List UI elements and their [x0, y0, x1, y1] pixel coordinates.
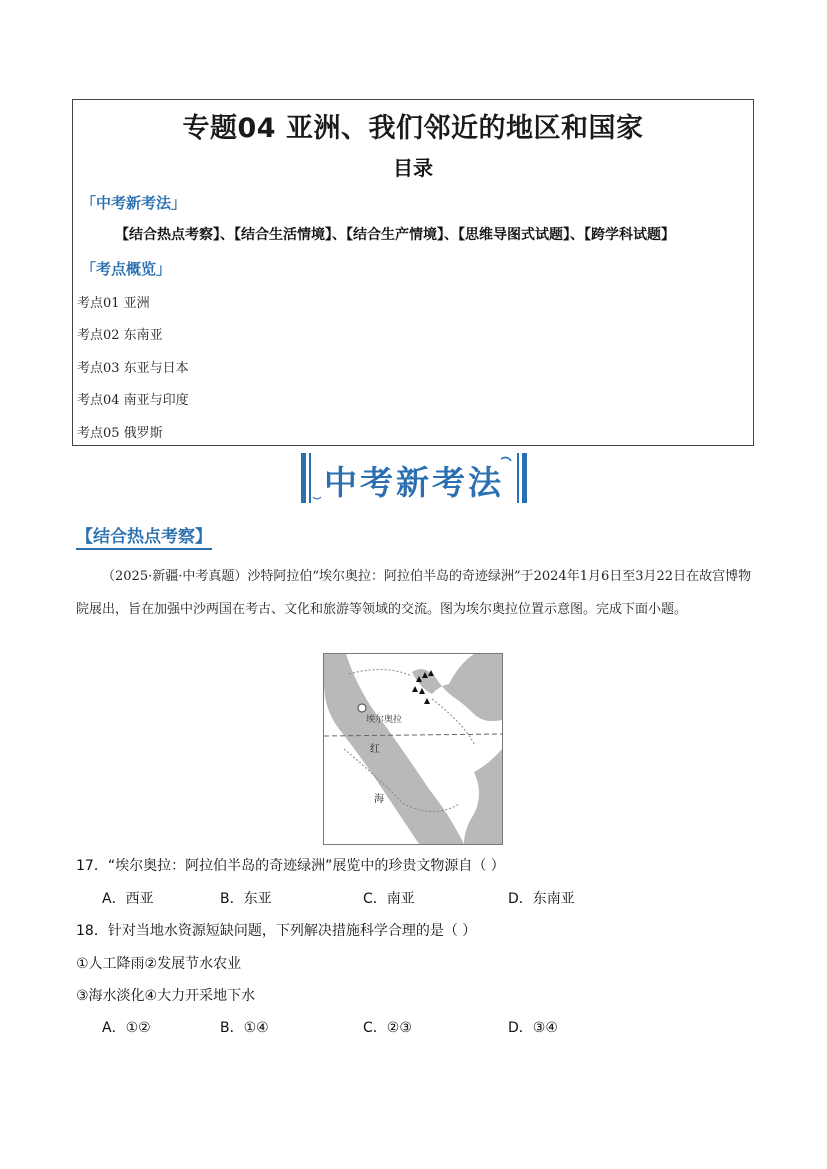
question-17-stem: 17．“埃尔奥拉：阿拉伯半岛的奇迹绿洲”展览中的珍贵文物源自（ ） — [76, 858, 505, 874]
new-method-banner — [301, 451, 527, 505]
q18-option-b[interactable]: B．①④ — [220, 1020, 269, 1036]
table-of-contents-box — [72, 99, 754, 446]
alula-label: 埃尔奥拉 — [366, 715, 403, 725]
red-sea — [324, 654, 464, 844]
exam-tags-line: 【结合热点考察】、【结合生活情境】、【结合生产情境】、【思维导图式试题】、【跨学科试题】 — [115, 227, 675, 243]
sea-char-sea: 海 — [374, 794, 384, 805]
overview-label: 「考点概览」 — [81, 260, 172, 278]
toc-point-2[interactable]: 考点02 东南亚 — [77, 328, 163, 343]
q18-statement-line-2: ③海水淡化④大力开采地下水 — [76, 988, 256, 1004]
persian-gulf — [412, 654, 502, 721]
alula-marker — [358, 704, 366, 712]
q17-option-a[interactable]: A．西亚 — [102, 891, 154, 907]
map-figure — [324, 654, 502, 844]
q18-option-a[interactable]: A．①② — [102, 1020, 151, 1036]
q18-option-d[interactable]: D．③④ — [508, 1020, 558, 1036]
question-18-stem: 18．针对当地水资源短缺问题，下列解决措施科学合理的是（ ） — [76, 923, 477, 939]
sea-char-red: 红 — [370, 744, 380, 755]
q18-option-c[interactable]: C．②③ — [363, 1020, 412, 1036]
banner-text: 中考新考法 — [324, 463, 504, 502]
q18-statement-line-1: ①人工降雨②发展节水农业 — [76, 956, 242, 972]
arabian-sea — [464, 749, 502, 844]
section-heading: 【结合热点考察】 — [76, 522, 212, 550]
q17-option-b[interactable]: B．东亚 — [220, 891, 272, 907]
toc-point-4[interactable]: 考点04 南亚与印度 — [77, 393, 189, 408]
q17-option-c[interactable]: C．南亚 — [363, 891, 415, 907]
page-title: 专题04 亚洲、我们邻近的地区和国家 — [182, 113, 644, 144]
toc-point-1[interactable]: 考点01 亚洲 — [77, 296, 150, 311]
location-map — [323, 653, 503, 845]
toc-heading: 目录 — [393, 156, 433, 180]
toc-point-5[interactable]: 考点05 俄罗斯 — [77, 426, 163, 441]
q17-option-d[interactable]: D．东南亚 — [508, 891, 575, 907]
toc-point-3[interactable]: 考点03 东亚与日本 — [77, 361, 189, 376]
new-method-label: 「中考新考法」 — [81, 194, 187, 212]
question-intro: （2025·新疆·中考真题）沙特阿拉伯“埃尔奥拉：阿拉伯半岛的奇迹绿洲”于2024年1月6日至3月22日在故宫博物院展出，旨在加强中沙两国在考古、文化和旅游等领域的交流。图为埃尔奥拉位置示意图。完成下面小题。 — [76, 569, 752, 617]
